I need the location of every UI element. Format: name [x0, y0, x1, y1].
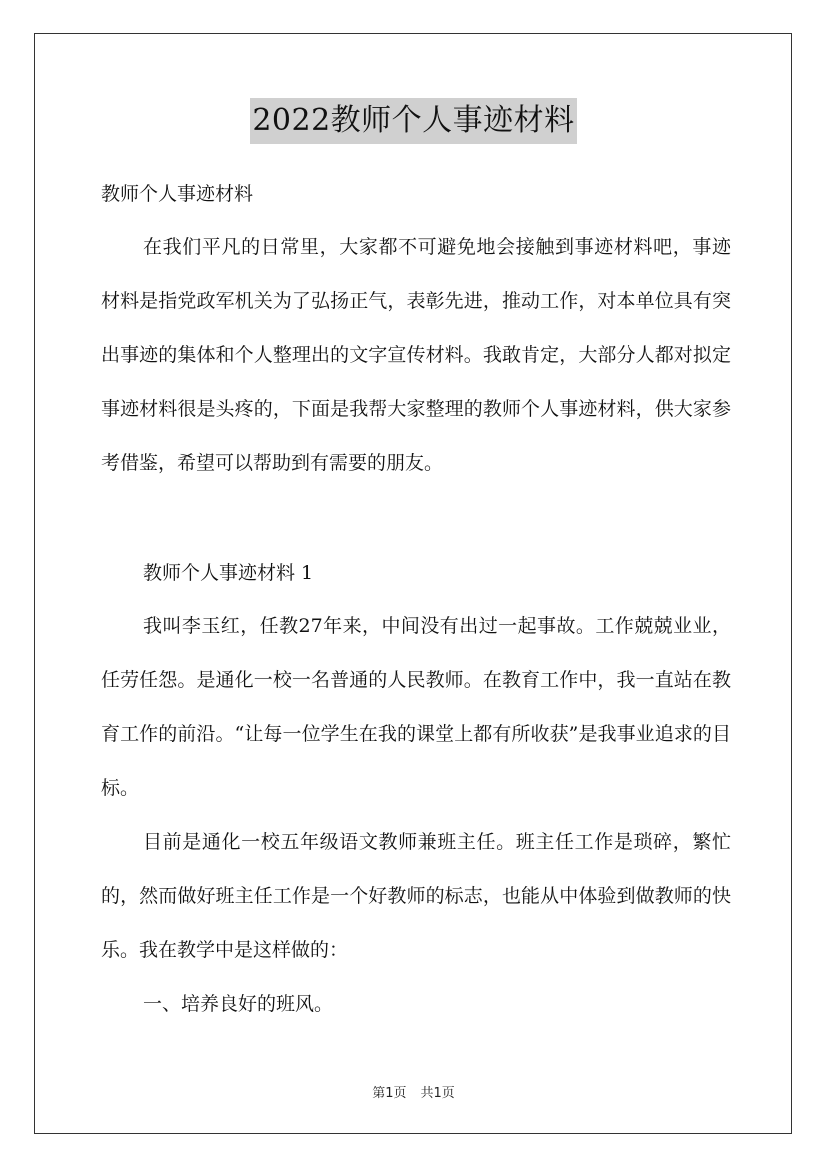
- body-paragraph-1: 我叫李玉红，任教27年来，中间没有出过一起事故。工作兢兢业业，任劳任怨。是通化一校一名普通的人民教师。在教育工作中，我一直站在教育工作的前沿。“让每一位学生在我的课堂上都有所收获”是我事业追求的目标。: [101, 615, 731, 799]
- body-paragraph-2: 目前是通化一校五年级语文教师兼班主任。班主任工作是琐碎，繁忙的，然而做好班主任工作是一个好教师的标志，也能从中体验到做教师的快乐。我在教学中是这样做的：: [101, 831, 731, 961]
- page-footer: [0, 1082, 827, 1101]
- section-heading: 教师个人事迹材料 1: [143, 562, 314, 584]
- page-number-current: 第1页: [372, 1086, 407, 1101]
- document-title: 2022教师个人事迹材料: [250, 98, 576, 144]
- list-item-1: 一、培养良好的班风。: [143, 993, 334, 1015]
- page-number-total: 共1页: [420, 1086, 455, 1101]
- intro-paragraph: 在我们平凡的日常里，大家都不可避免地会接触到事迹材料吧，事迹材料是指党政军机关为了弘扬正气，表彰先进，推动工作，对本单位具有突出事迹的集体和个人整理出的文字宣传材料。我敢肯定，大部分人都对拟定事迹材料很是头疼的，下面是我帮大家整理的教师个人事迹材料，供大家参考借鉴，希望可以帮助到有需要的朋友。: [101, 236, 731, 474]
- document-subtitle: 教师个人事迹材料: [101, 183, 254, 205]
- title-container: [0, 98, 827, 144]
